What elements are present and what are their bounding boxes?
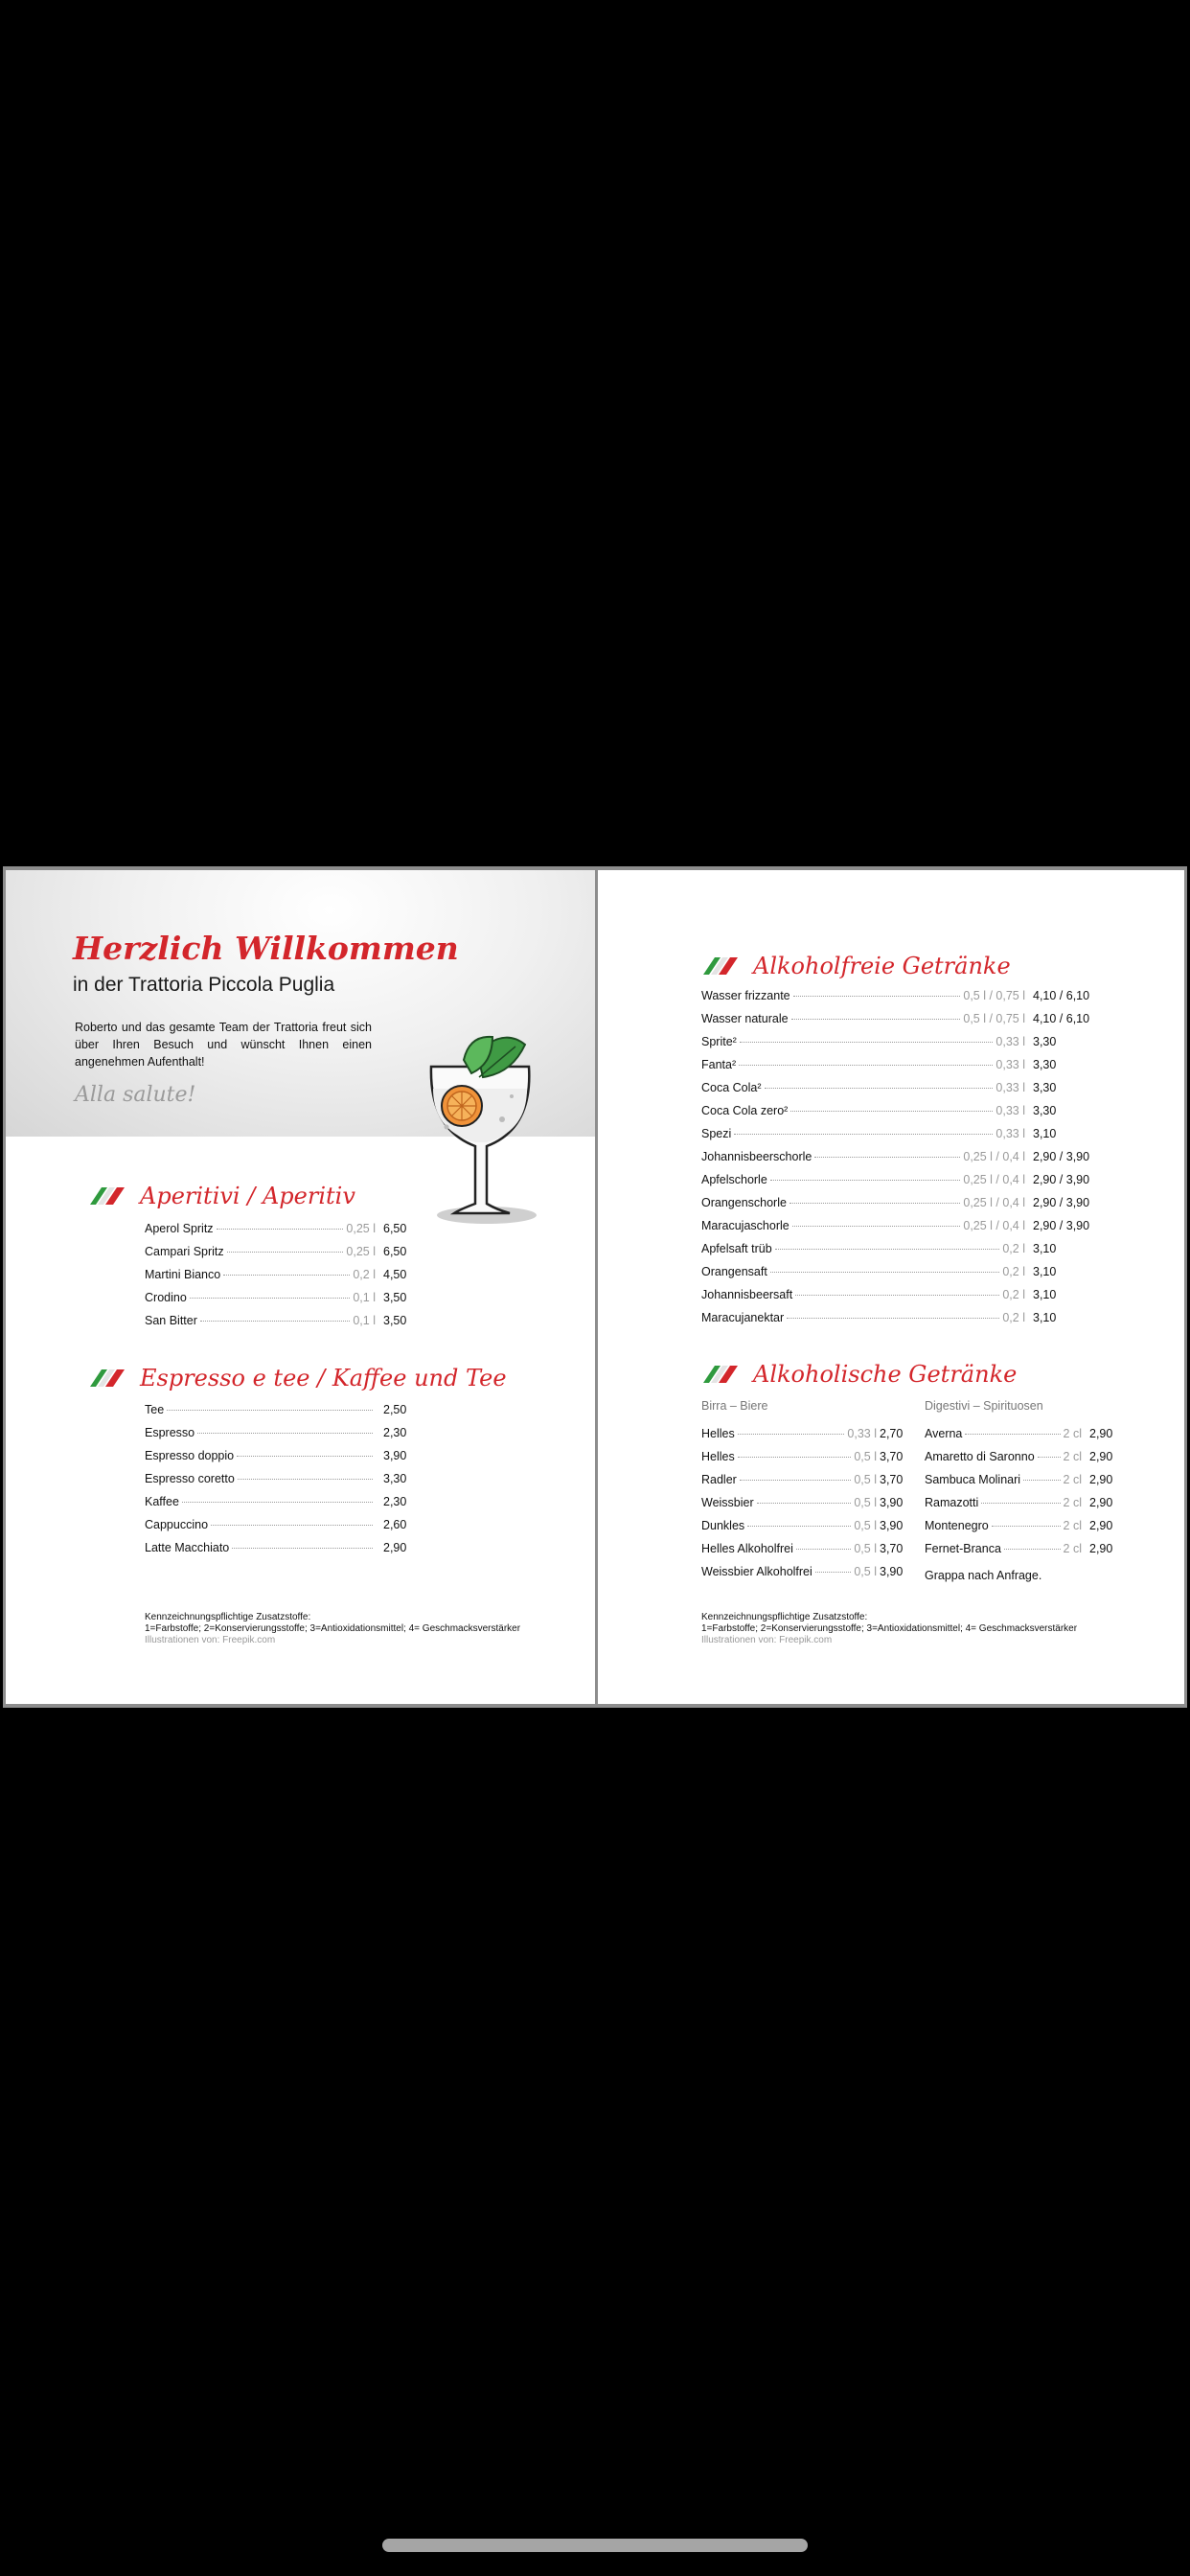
list-item: Ramazotti 2 cl 2,90 xyxy=(925,1496,1113,1509)
list-item: Aperol Spritz 0,25 l 6,50 xyxy=(145,1222,407,1235)
italian-flag-icon xyxy=(88,1184,126,1208)
alkoholfreie-title: Alkoholfreie Getränke xyxy=(753,953,1011,979)
welcome-text: Roberto und das gesamte Team der Trattoria freut sich über Ihren Besuch und wünscht Ihnen einen angenehmen Aufenthalt! xyxy=(75,1021,372,1069)
list-item: Johannisbeerschorle 0,25 l / 0,4 l 2,90 / 3,90 xyxy=(701,1150,1090,1163)
list-item: Sprite² 0,33 l 3,30 xyxy=(701,1035,1057,1048)
list-item: Apfelschorle 0,25 l / 0,4 l 2,90 / 3,90 xyxy=(701,1173,1090,1186)
list-item: Apfelsaft trüb 0,2 l 3,10 xyxy=(701,1242,1057,1255)
list-item: Martini Bianco 0,2 l 4,50 xyxy=(145,1268,407,1281)
alkoholfreie-header xyxy=(701,953,1011,979)
list-item: Crodino 0,1 l 3,50 xyxy=(145,1291,407,1304)
list-item: Weissbier 0,5 l 3,90 xyxy=(701,1496,904,1509)
espresso-title: Espresso e tee / Kaffee und Tee xyxy=(140,1365,507,1392)
welcome-title: Herzlich Willkommen xyxy=(73,930,459,967)
additives-title: Kennzeichnungspflichtige Zusatzstoffe: xyxy=(145,1612,311,1622)
list-item: Campari Spritz 0,25 l 6,50 xyxy=(145,1245,407,1258)
additives-title: Kennzeichnungspflichtige Zusatzstoffe: xyxy=(701,1612,868,1622)
list-item: Fanta² 0,33 l 3,30 xyxy=(701,1058,1057,1071)
list-item: Espresso coretto 3,30 xyxy=(145,1472,407,1485)
alkoholfreie-list xyxy=(701,989,1092,1334)
list-item: Coca Cola zero² 0,33 l 3,30 xyxy=(701,1104,1057,1117)
italian-flag-icon xyxy=(88,1366,126,1391)
grappa-note: Grappa nach Anfrage. xyxy=(925,1569,1042,1582)
list-item: Wasser frizzante 0,5 l / 0,75 l 4,10 / 6,10 xyxy=(701,989,1090,1002)
list-item: Amaretto di Saronno 2 cl 2,90 xyxy=(925,1450,1113,1463)
italian-flag-icon xyxy=(701,954,740,978)
list-item: Johannisbeersaft 0,2 l 3,10 xyxy=(701,1288,1057,1301)
list-item: Orangensaft 0,2 l 3,10 xyxy=(701,1265,1057,1278)
list-item: Espresso doppio 3,90 xyxy=(145,1449,407,1462)
alkoholische-title: Alkoholische Getränke xyxy=(753,1361,1018,1388)
list-item: Orangenschorle 0,25 l / 0,4 l 2,90 / 3,90 xyxy=(701,1196,1090,1209)
left-page xyxy=(6,870,595,1704)
list-item: Tee 2,50 xyxy=(145,1403,407,1416)
list-item: Averna 2 cl 2,90 xyxy=(925,1427,1113,1440)
espresso-header xyxy=(88,1365,507,1392)
list-item: Wasser naturale 0,5 l / 0,75 l 4,10 / 6,10 xyxy=(701,1012,1090,1025)
list-item: Maracujaschorle 0,25 l / 0,4 l 2,90 / 3,90 xyxy=(701,1219,1090,1232)
list-item: Fernet-Branca 2 cl 2,90 xyxy=(925,1542,1113,1555)
birra-subtitle: Birra – Biere xyxy=(701,1399,768,1413)
list-item: Helles 0,33 l 2,70 xyxy=(701,1427,904,1440)
menu-spread xyxy=(3,866,1187,1708)
alkoholische-header xyxy=(701,1361,1017,1388)
welcome-subtitle: in der Trattoria Piccola Puglia xyxy=(73,974,335,996)
list-item: Latte Macchiato 2,90 xyxy=(145,1541,407,1554)
additives-text: 1=Farbstoffe; 2=Konservierungsstoffe; 3=Antioxidationsmittel; 4= Geschmacksverstärker xyxy=(145,1623,521,1634)
italian-flag-icon xyxy=(701,1362,740,1387)
list-item: Dunkles 0,5 l 3,90 xyxy=(701,1519,904,1532)
digestivi-subtitle: Digestivi – Spirituosen xyxy=(925,1399,1043,1413)
list-item: Radler 0,5 l 3,70 xyxy=(701,1473,904,1486)
additives-note xyxy=(145,1612,520,1646)
list-item: Kaffee 2,30 xyxy=(145,1495,407,1508)
list-item: Maracujanektar 0,2 l 3,10 xyxy=(701,1311,1057,1324)
illustration-credit: Illustrationen von: Freepik.com xyxy=(701,1635,833,1645)
illustration-credit: Illustrationen von: Freepik.com xyxy=(145,1635,276,1645)
right-page xyxy=(598,870,1184,1704)
aperitivi-title: Aperitivi / Aperitiv xyxy=(140,1183,355,1209)
list-item: Montenegro 2 cl 2,90 xyxy=(925,1519,1113,1532)
home-indicator[interactable] xyxy=(382,2539,808,2552)
list-item: San Bitter 0,1 l 3,50 xyxy=(145,1314,407,1327)
list-item: Coca Cola² 0,33 l 3,30 xyxy=(701,1081,1057,1094)
list-item: Helles 0,5 l 3,70 xyxy=(701,1450,904,1463)
list-item: Cappuccino 2,60 xyxy=(145,1518,407,1531)
birra-list xyxy=(701,1427,904,1588)
cocktail-glass-illustration xyxy=(420,1014,544,1234)
additives-note xyxy=(701,1612,1077,1646)
list-item: Weissbier Alkoholfrei 0,5 l 3,90 xyxy=(701,1565,904,1578)
aperitivi-header xyxy=(88,1183,355,1209)
additives-text: 1=Farbstoffe; 2=Konservierungsstoffe; 3=Antioxidationsmittel; 4= Geschmacksverstärker xyxy=(701,1623,1078,1634)
salute-text: Alla salute! xyxy=(75,1083,196,1107)
list-item: Helles Alkoholfrei 0,5 l 3,70 xyxy=(701,1542,904,1555)
list-item: Sambuca Molinari 2 cl 2,90 xyxy=(925,1473,1113,1486)
list-item: Spezi 0,33 l 3,10 xyxy=(701,1127,1057,1140)
aperitivi-list xyxy=(145,1222,416,1337)
espresso-list xyxy=(145,1403,416,1564)
digestivi-list xyxy=(925,1427,1114,1565)
list-item: Espresso 2,30 xyxy=(145,1426,407,1439)
